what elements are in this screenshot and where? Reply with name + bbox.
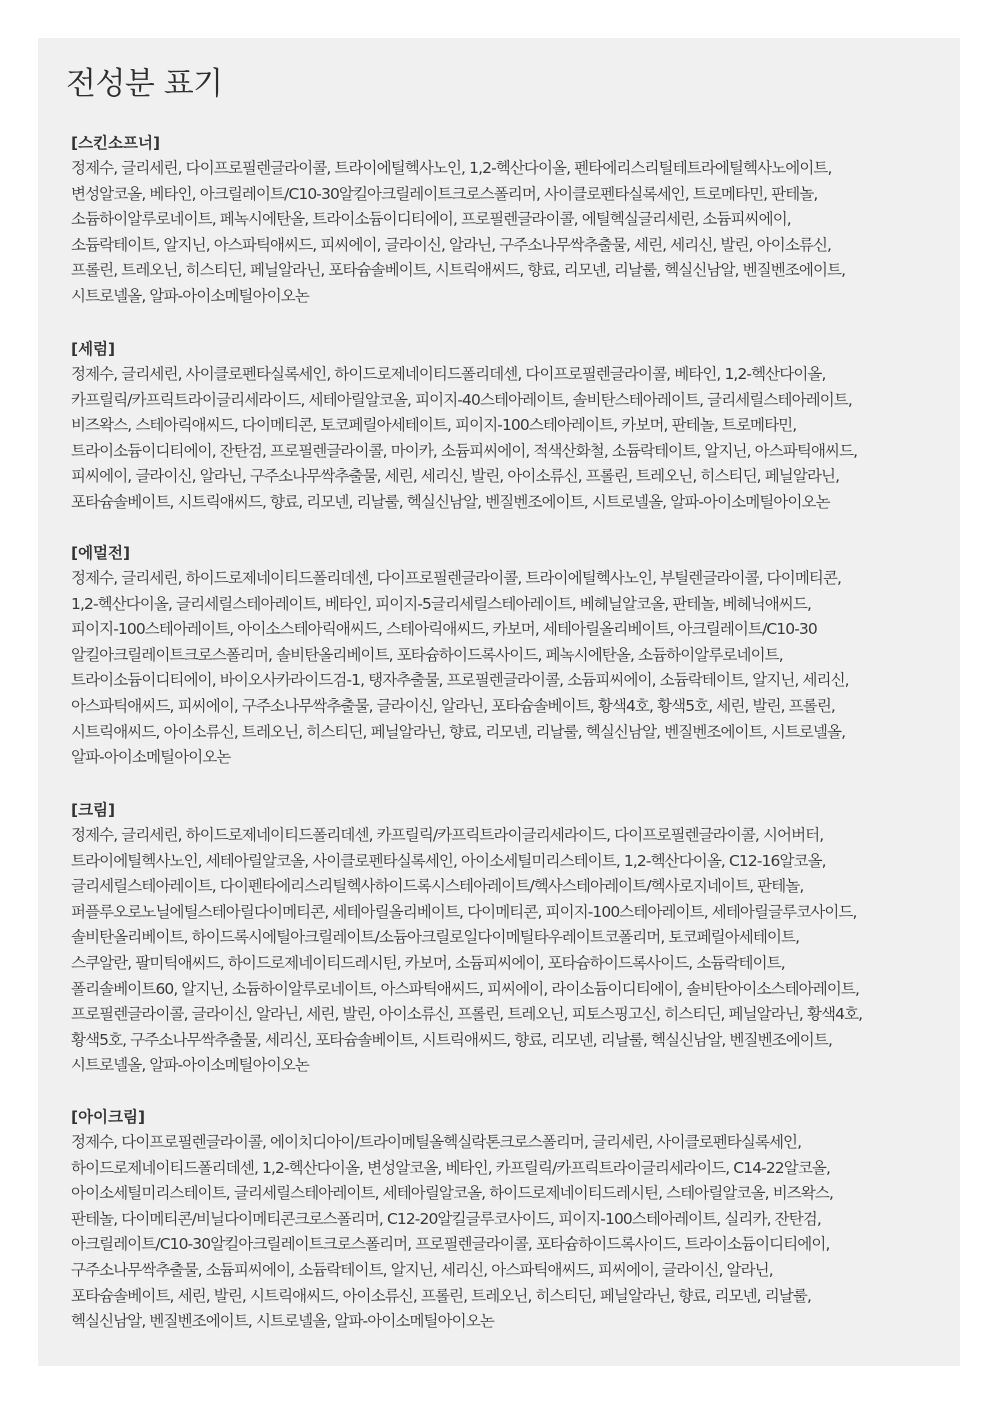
- section-serum: [71, 336, 951, 516]
- section-cream: [71, 797, 951, 1079]
- ingredient-line: 알파-아이소메틸아이오논: [71, 748, 231, 767]
- section-skin-softener: [71, 130, 951, 310]
- ingredient-line: 정제수, 글리세린, 사이클로펜타실록세인, 하이드로제네이티드폴리데센, 다이프로필렌글라이콜, 베타인, 1,2-헥산다이올,: [71, 365, 826, 383]
- ingredient-line: 시트로넬올, 알파-아이소메틸아이오논: [71, 1056, 309, 1075]
- ingredient-line: 정제수, 글리세린, 다이프로필렌글라이콜, 트라이에틸헥사노인, 1,2-헥산다이올, 펜타에리스리틸테트라에틸헥사노에이트,: [71, 159, 832, 177]
- ingredient-line: 프롤린, 트레오닌, 히스티딘, 페닐알라닌, 포타슘솔베이트, 시트릭애씨드, 향료, 리모넨, 리날룰, 헥실신남알, 벤질벤조에이트,: [71, 261, 846, 280]
- ingredient-line: 솔비탄올리베이트, 하이드록시에틸아크릴레이트/소듐아크릴로일다이메틸타우레이트코폴리머, 토코페릴아세테이트,: [71, 928, 800, 947]
- section-heading: [아이크림]: [71, 1108, 146, 1126]
- ingredient-line: 폴리솔베이트60, 알지닌, 소듐하이알루로네이트, 아스파틱애씨드, 피씨에이, 라이소듐이디티에이, 솔비탄아이소스테아레이트,: [71, 979, 860, 998]
- ingredient-line: 정제수, 글리세린, 하이드로제네이티드폴리데센, 다이프로필렌글라이콜, 트라이에틸헥사노인, 부틸렌글라이콜, 다이메티콘,: [71, 569, 842, 587]
- ingredient-line: 소듐하이알루로네이트, 페녹시에탄올, 트라이소듐이디티에이, 프로필렌글라이콜, 에틸헥실글리세린, 소듐피씨에이,: [71, 210, 791, 229]
- section-heading: [스킨소프너]: [71, 134, 161, 152]
- ingredient-line: 헥실신남알, 벤질벤조에이트, 시트로넬올, 알파-아이소메틸아이오논: [71, 1312, 494, 1331]
- ingredients-panel: [38, 38, 960, 1366]
- ingredient-line: 비즈왁스, 스테아릭애씨드, 다이메티콘, 토코페릴아세테이트, 피이지-100스테아레이트, 카보머, 판테놀, 트로메타민,: [71, 416, 797, 435]
- ingredient-line: 정제수, 다이프로필렌글라이콜, 에이치디아이/트라이메틸올헥실락톤크로스폴리머, 글리세린, 사이클로펜타실록세인,: [71, 1133, 802, 1151]
- ingredient-line: 트라이소듐이디티에이, 잔탄검, 프로필렌글라이콜, 마이카, 소듐피씨에이, 적색산화철, 소듐락테이트, 알지닌, 아스파틱애씨드,: [71, 441, 858, 460]
- section-eye-cream: [71, 1104, 951, 1335]
- section-heading: [세럼]: [71, 340, 116, 358]
- ingredient-line: 퍼플루오로노닐에틸스테아릴다이메티콘, 세테아릴올리베이트, 다이메티콘, 피이지-100스테아레이트, 세테아릴글루코사이드,: [71, 902, 857, 921]
- section-heading: [에멀전]: [71, 544, 131, 562]
- section-emulsion: [71, 540, 951, 771]
- ingredient-line: 판테놀, 다이메티콘/비닐다이메티콘크로스폴리머, C12-20알킬글루코사이드, 피이지-100스테아레이트, 실리카, 잔탄검,: [71, 1209, 821, 1228]
- page-title: 전성분 표기: [66, 66, 223, 102]
- ingredient-line: 알킬아크릴레이트크로스폴리머, 솔비탄올리베이트, 포타슘하이드록사이드, 페녹시에탄올, 소듐하이알루로네이트,: [71, 645, 783, 664]
- ingredient-line: 피씨에이, 글라이신, 알라닌, 구주소나무싹추출물, 세린, 세리신, 발린, 아이소류신, 프롤린, 트레오닌, 히스티딘, 페닐알라닌,: [71, 467, 840, 486]
- ingredient-line: 아스파틱애씨드, 피씨에이, 구주소나무싹추출물, 글라이신, 알라닌, 포타슘솔베이트, 황색4호, 황색5호, 세린, 발린, 프롤린,: [71, 696, 835, 715]
- ingredient-line: 구주소나무싹추출물, 소듐피씨에이, 소듐락테이트, 알지닌, 세리신, 아스파틱애씨드, 피씨에이, 글라이신, 알라닌,: [71, 1260, 773, 1279]
- ingredient-line: 아크릴레이트/C10-30알킬아크릴레이트크로스폴리머, 프로필렌글라이콜, 포타슘하이드록사이드, 트라이소듐이디티에이,: [71, 1235, 830, 1254]
- ingredient-line: 변성알코올, 베타인, 아크릴레이트/C10-30알킬아크릴레이트크로스폴리머, 사이클로펜타실록세인, 트로메타민, 판테놀,: [71, 184, 818, 203]
- ingredient-line: 소듐락테이트, 알지닌, 아스파틱애씨드, 피씨에이, 글라이신, 알라닌, 구주소나무싹추출물, 세린, 세리신, 발린, 아이소류신,: [71, 235, 832, 254]
- ingredient-line: 포타슘솔베이트, 시트릭애씨드, 향료, 리모넨, 리날룰, 헥실신남알, 벤질벤조에이트, 시트로넬올, 알파-아이소메틸아이오논: [71, 492, 830, 511]
- ingredient-line: 프로필렌글라이콜, 글라이신, 알라닌, 세린, 발린, 아이소류신, 프롤린, 트레오닌, 피토스핑고신, 히스티딘, 페닐알라닌, 황색4호,: [71, 1005, 863, 1024]
- ingredient-line: 1,2-헥산다이올, 글리세릴스테아레이트, 베타인, 피이지-5글리세릴스테아레이트, 베헤닐알코올, 판테놀, 베헤닉애씨드,: [71, 594, 812, 613]
- ingredient-line: 트라이에틸헥사노인, 세테아릴알코올, 사이클로펜타실록세인, 아이소세틸미리스테이트, 1,2-헥산다이올, C12-16알코올,: [71, 851, 826, 870]
- ingredient-line: 피이지-100스테아레이트, 아이소스테아릭애씨드, 스테아릭애씨드, 카보머, 세테아릴올리베이트, 아크릴레이트/C10-30: [71, 620, 817, 639]
- ingredient-line: 하이드로제네이티드폴리데센, 1,2-헥산다이올, 변성알코올, 베타인, 카프릴릭/카프릭트라이글리세라이드, C14-22알코올,: [71, 1158, 831, 1177]
- ingredient-line: 트라이소듐이디티에이, 바이오사카라이드검-1, 탱자추출물, 프로필렌글라이콜, 소듐피씨에이, 소듐락테이트, 알지닌, 세리신,: [71, 671, 849, 690]
- ingredient-line: 시트릭애씨드, 아이소류신, 트레오닌, 히스티딘, 페닐알라닌, 향료, 리모넨, 리날룰, 헥실신남알, 벤질벤조에이트, 시트로넬올,: [71, 722, 846, 741]
- ingredient-line: 카프릴릭/카프릭트라이글리세라이드, 세테아릴알코올, 피이지-40스테아레이트, 솔비탄스테아레이트, 글리세릴스테아레이트,: [71, 390, 852, 409]
- ingredient-line: 포타슘솔베이트, 세린, 발린, 시트릭애씨드, 아이소류신, 프롤린, 트레오닌, 히스티딘, 페닐알라닌, 향료, 리모넨, 리날룰,: [71, 1286, 811, 1305]
- section-heading: [크림]: [71, 801, 116, 819]
- ingredient-line: 황색5호, 구주소나무싹추출물, 세리신, 포타슘솔베이트, 시트릭애씨드, 향료, 리모넨, 리날룰, 헥실신남알, 벤질벤조에이트,: [71, 1030, 832, 1049]
- ingredient-line: 아이소세틸미리스테이트, 글리세릴스테아레이트, 세테아릴알코올, 하이드로제네이티드레시틴, 스테아릴알코올, 비즈왁스,: [71, 1184, 834, 1203]
- ingredient-line: 스쿠알란, 팔미틱애씨드, 하이드로제네이티드레시틴, 카보머, 소듐피씨에이, 포타슘하이드록사이드, 소듐락테이트,: [71, 953, 785, 972]
- ingredient-line: 시트로넬올, 알파-아이소메틸아이오논: [71, 286, 309, 305]
- ingredient-line: 정제수, 글리세린, 하이드로제네이티드폴리데센, 카프릴릭/카프릭트라이글리세라이드, 다이프로필렌글라이콜, 시어버터,: [71, 826, 824, 844]
- ingredient-line: 글리세릴스테아레이트, 다이펜타에리스리틸헥사하이드록시스테아레이트/헥사스테아레이트/헥사로지네이트, 판테놀,: [71, 877, 804, 896]
